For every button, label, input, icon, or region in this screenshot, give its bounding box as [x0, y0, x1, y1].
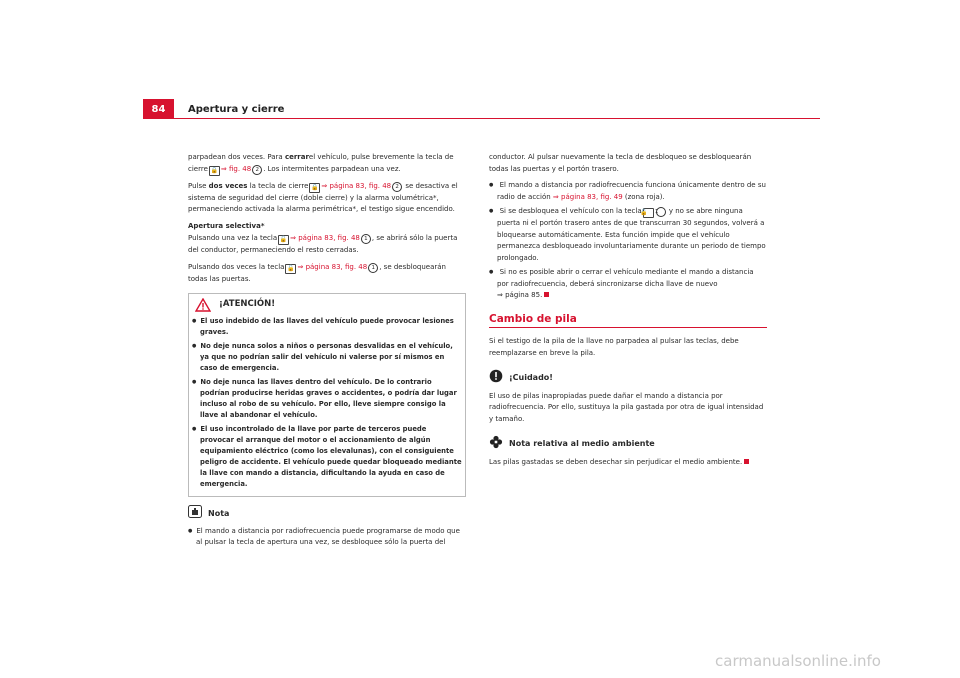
warning-title: ¡ATENCIÓN!	[219, 299, 276, 310]
caution-icon	[489, 369, 503, 387]
text: Si se desbloquea el vehículo con la tecla	[499, 207, 642, 215]
paragraph-single-press	[188, 233, 466, 257]
figure-link[interactable]: ⇒ página 83, fig. 48	[290, 234, 360, 242]
list-item-sync	[489, 267, 767, 302]
text: la tecla de cierre	[247, 181, 309, 190]
page-link[interactable]: ⇒ página 85.	[497, 291, 543, 299]
warning-item: ● No deje nunca solos a niños o personas desvalidas en el vehículo, ya que no podrían salir del vehículo ni valerse por sí mismos en caso de emergencia.	[192, 341, 462, 374]
paragraph-close	[188, 152, 466, 176]
paragraph-battery: Si el testigo de la pila de la llave no parpadea al pulsar las teclas, debe reemplazarse en breve la pila.	[489, 337, 739, 357]
lock-key-icon: 🔒	[210, 166, 219, 174]
figure-link[interactable]: ⇒ fig. 48	[220, 164, 252, 173]
unlock-key-icon: 🔓	[643, 208, 654, 218]
text: , se abrirá sólo la puerta del conductor, permaneciendo el resto cerradas.	[188, 234, 458, 254]
bold-text: cerrar	[284, 153, 309, 161]
text: Si no es posible abrir o cerrar el vehículo mediante el mando a distancia por radiofrecuencia, deberá sincronizarse dicha llave de nuevo	[497, 268, 754, 288]
environment-header	[489, 435, 767, 453]
flower-icon	[489, 435, 503, 453]
figure-link[interactable]: ⇒ página 83, fig. 48	[321, 181, 392, 190]
unlock-key-icon: 🔓	[279, 236, 288, 243]
text: El mando a distancia por radiofrecuencia funciona únicamente dentro de su radio de acción	[497, 181, 766, 201]
lock-key-icon: 🔒	[311, 183, 319, 191]
section-rule	[489, 327, 767, 328]
page-number: 84	[143, 99, 174, 119]
list-item-autolock	[489, 206, 767, 264]
callout-number: 2	[392, 182, 402, 192]
warning-item: ● No deje nunca las llaves dentro del vehículo. De lo contrario podrían producirse heridas graves o accidentes, o podría dar lugar incluso al robo de su vehículo. Por ello, lleve siempre consigo la llave al abandonar el vehículo.	[192, 377, 462, 421]
unlock-key-icon: 🔓	[287, 264, 295, 272]
text: Pulsando una vez la tecla	[188, 234, 278, 242]
warning-body	[189, 316, 465, 496]
warning-box	[188, 293, 466, 497]
callout-number: 1	[656, 207, 666, 217]
note-title: Nota	[208, 508, 230, 518]
end-mark-icon	[544, 292, 549, 297]
note-header	[188, 505, 466, 522]
caution-title: ¡Cuidado!	[509, 373, 553, 382]
header-rule	[143, 118, 820, 119]
warning-item: ● El uso indebido de las llaves del vehículo puede provocar lesiones graves.	[192, 316, 462, 338]
text: parpadean dos veces. Para	[188, 153, 285, 161]
section-title: Cambio de pila	[489, 312, 577, 325]
watermark: carmanualsonline.info	[715, 652, 881, 670]
paragraph-caution: El uso de pilas inapropiadas puede dañar el mando a distancia por radiofrecuencia. Por ello, sustituya la pila gastada por otra de igual intensidad y tamaño.	[489, 391, 764, 423]
text: Las pilas gastadas se deben desechar sin perjudicar el medio ambiente.	[489, 457, 743, 466]
callout-number: 1	[368, 263, 378, 273]
list-item-range	[489, 180, 767, 203]
warning-header	[189, 294, 465, 316]
end-mark-icon	[744, 459, 749, 464]
environment-title: Nota relativa al medio ambiente	[509, 439, 655, 448]
paragraph-environment	[489, 457, 767, 469]
left-column	[188, 152, 466, 549]
text: . Los intermitentes parpadean una vez.	[263, 164, 401, 173]
paragraph-double-lock	[188, 181, 466, 216]
warning-item: ● El uso incontrolado de la llave por parte de terceros puede provocar el arranque del motor o el accionamiento de algún equipamiento eléctrico (como los elevalunas), con el consiguiente peligro de accidente. El vehículo puede quedar bloqueado mediante la llave con mando a distancia, dificultando la ayuda en caso de emergencia.	[192, 424, 462, 490]
callout-number: 2	[252, 165, 262, 175]
bold-text: dos veces	[208, 181, 248, 190]
callout-number: 1	[361, 234, 371, 244]
page-header-title: Apertura y cierre	[188, 104, 285, 115]
note-item: ● El mando a distancia por radiofrecuencia puede programarse de modo que al pulsar la tecla de apertura una vez, se desbloquee sólo la puerta del	[188, 526, 466, 549]
figure-link[interactable]: ⇒ página 83, fig. 48	[297, 262, 368, 271]
text: Pulsando dos veces la tecla	[188, 262, 285, 271]
text: Pulse	[188, 181, 209, 190]
text: el vehículo, pulse brevemente la tecla de cierre	[188, 153, 454, 173]
text: (zona roja).	[622, 192, 665, 201]
text: y no se abre ninguna puerta ni el portón trasero antes de que transcurran 30 segundos, volverá a bloquearse automáticamente. Esta función impide que el vehículo permanezca desbloqueado involuntariamente durante un periodo de tiempo prolongado.	[497, 207, 766, 262]
subheading-selective-opening: Apertura selectiva*	[188, 221, 265, 230]
note-hand-icon	[188, 505, 202, 522]
paragraph-double-press	[188, 262, 466, 286]
right-column	[489, 152, 767, 473]
text: , se desbloquearán todas las puertas.	[188, 262, 446, 283]
warning-triangle-icon	[195, 298, 211, 312]
paragraph-continued: conductor. Al pulsar nuevamente la tecla de desbloqueo se desbloquearán todas las puertas y el portón trasero.	[489, 153, 752, 173]
caution-header	[489, 369, 767, 387]
text: se desactiva el sistema de seguridad del cierre (doble cierre) y la alarma volumétrica*, permaneciendo activada la alarma perimétrica*, el testigo sigue encendido.	[188, 181, 458, 213]
figure-link[interactable]: ⇒ página 83, fig. 49	[552, 192, 623, 201]
